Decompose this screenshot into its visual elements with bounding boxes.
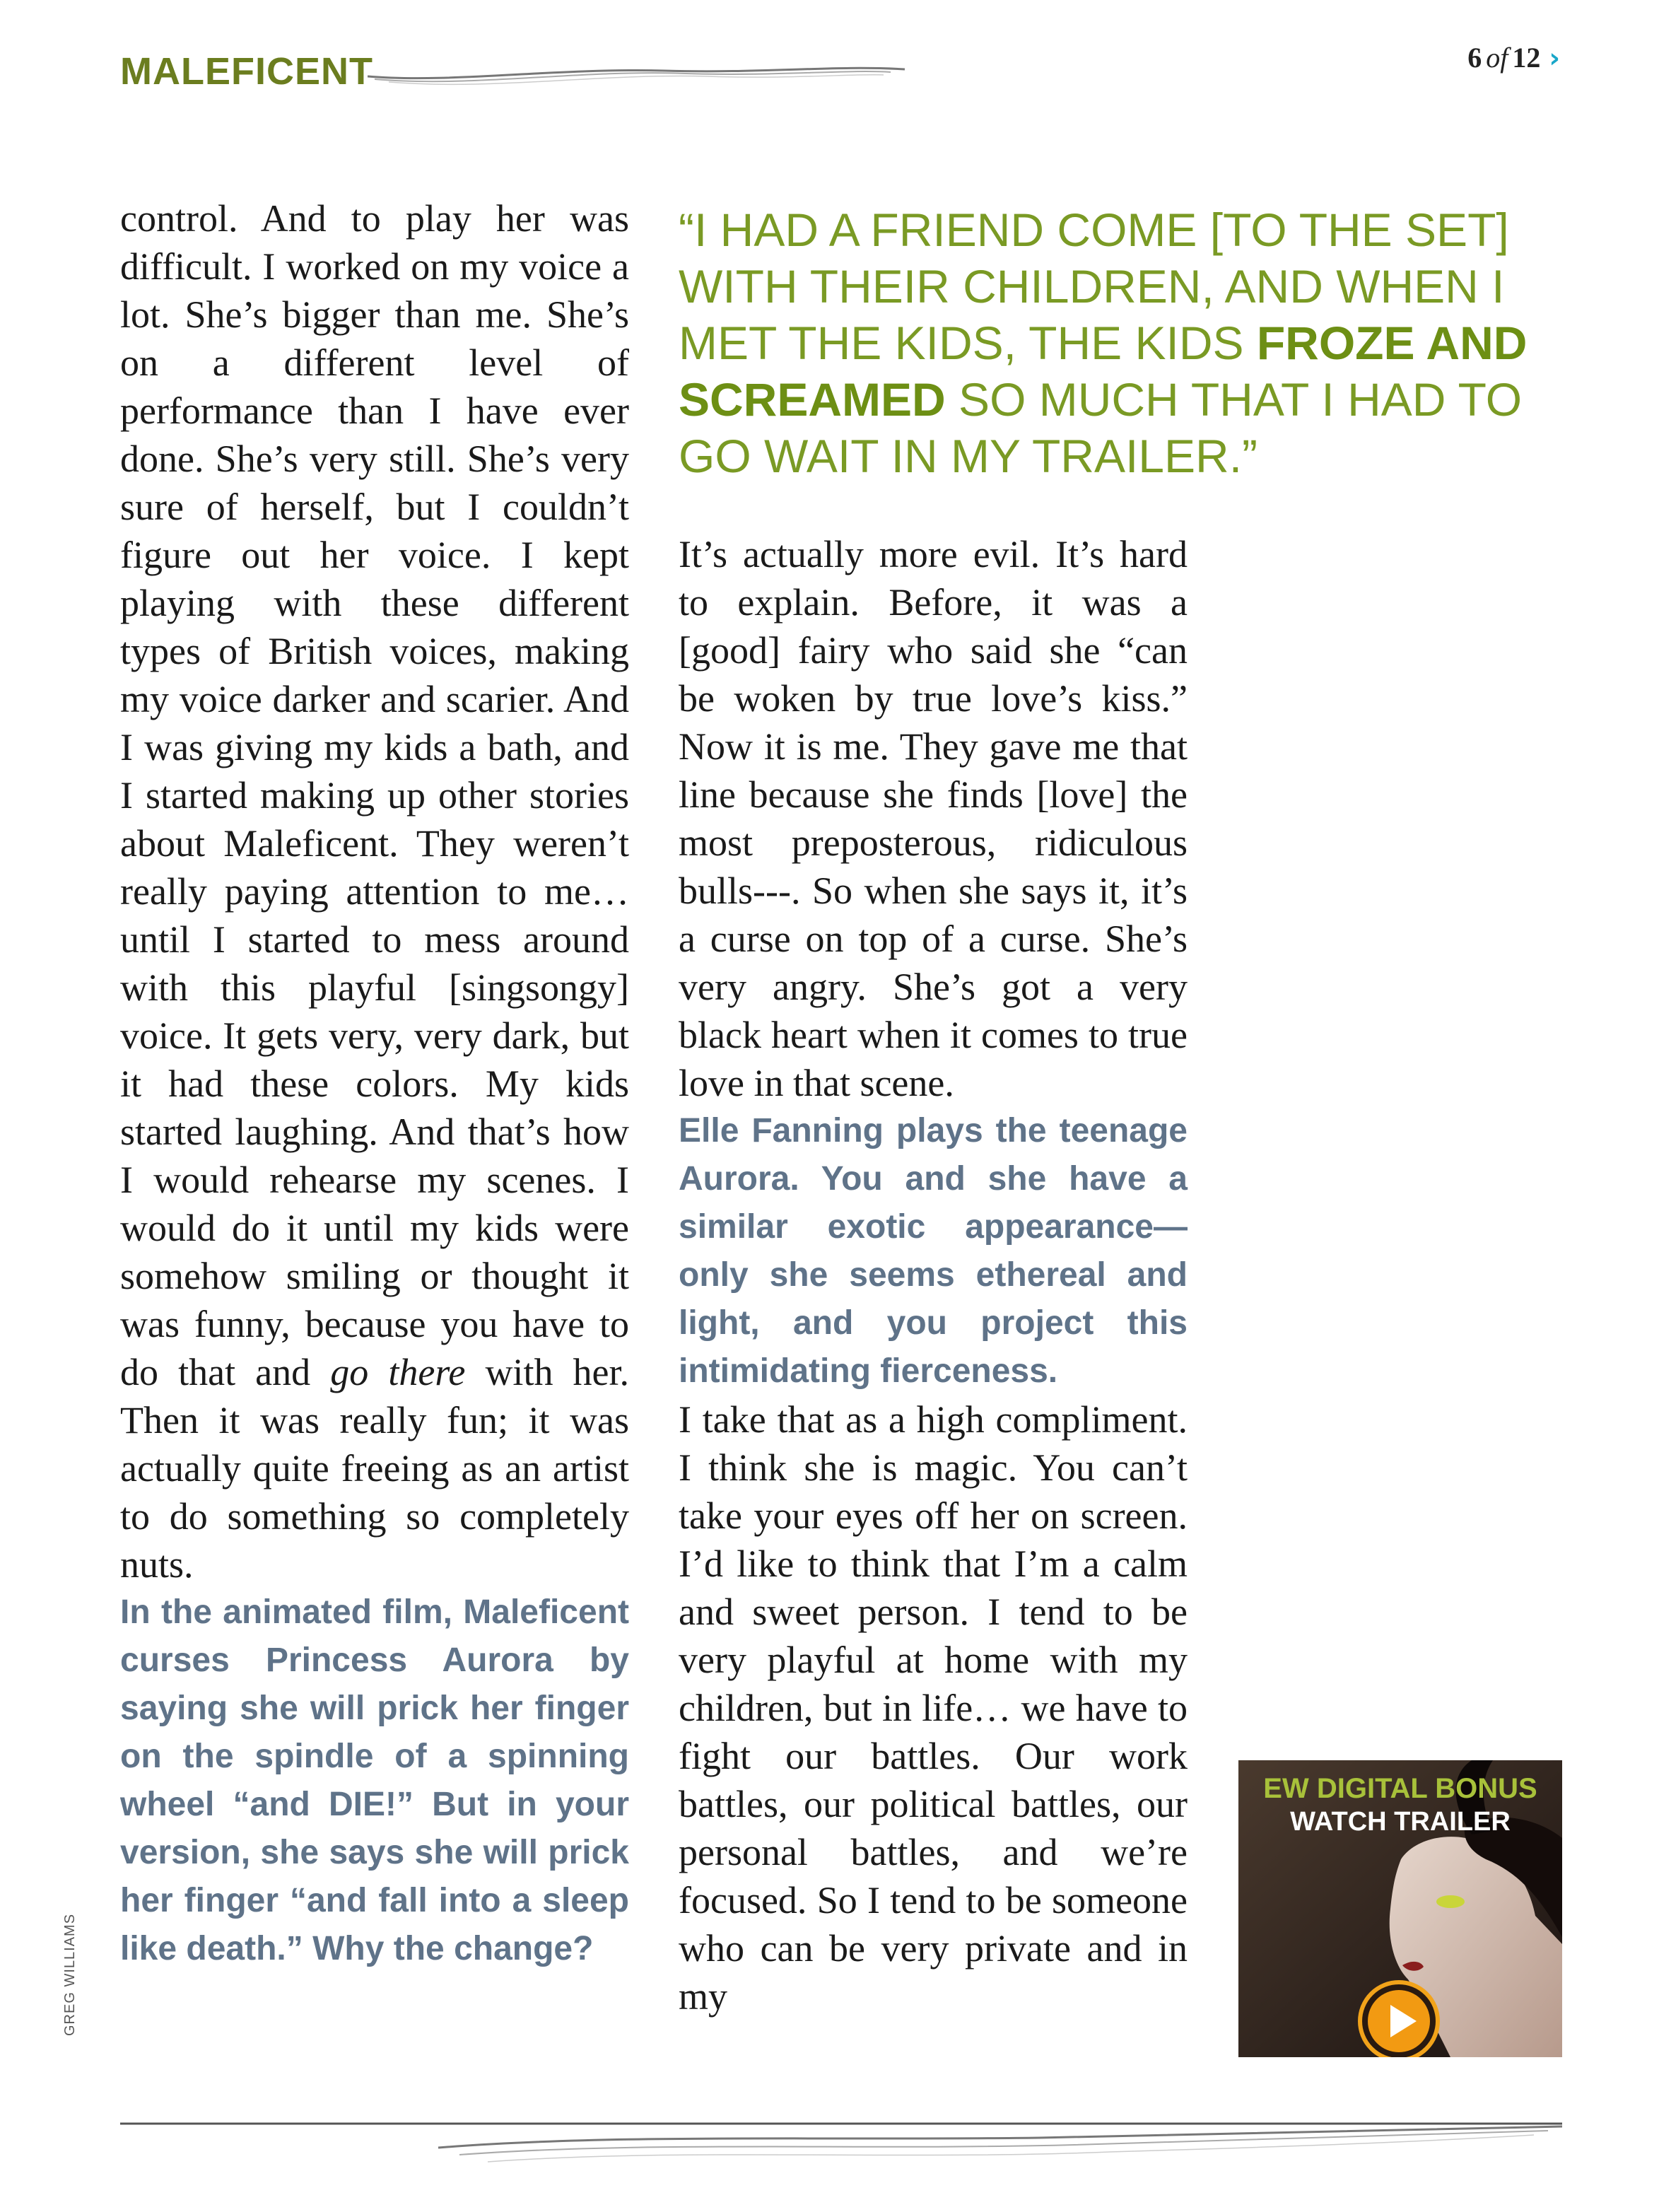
magazine-section-title: MALEFICENT [120,50,373,93]
pull-quote-part2: SO MUCH THAT I HAD TO GO WAIT IN MY TRAILER.” [679,373,1523,482]
pull-quote [679,201,1541,484]
interview-question: In the animated film, Maleficent curses Princess Aurora by saying she will prick her finger on the spindle of a spinning wheel “and DIE!” But in your version, she says she will prick her finger “and fall into a sleep like death.” Why the change? [120,1593,629,1967]
page-of-label: of [1486,42,1508,74]
article-left-column [120,194,629,1973]
page-total: 12 [1512,42,1541,74]
chevron-right-icon[interactable]: › [1549,42,1560,74]
answer-italic-text: go there [330,1351,466,1393]
article-right-column [679,530,1188,2020]
answer-text: control. And to play her was difficult. I worked on my voice a lot. She’s bigger than me. She’s on a different level of performance than I have ever done. She’s very still. She’s very sure of herself, but I couldn’t figure out her voice. I kept playing with these different types of British voices, making my voice darker and scarier. And I was giving my kids a bath, and I started making up other stories about Maleficent. They weren’t really paying attention to me…until I started to mess around with this playful [singsongy] voice. It gets very, very dark, but it had these colors. My kids started laughing. And that’s how I would rehearse my scenes. I would do it until my kids were somehow smiling or thought it was funny, because you have to do that and [120,197,629,1393]
watch-trailer-label[interactable]: WATCH TRAILER [1290,1807,1511,1837]
answer-text-end: with her. Then it was really fun; it was actually quite freeing as an artist to do something so completely nuts. [120,1351,630,1586]
footer-swoosh-decoration [120,2119,1562,2190]
header-swoosh-decoration [368,55,905,105]
pull-quote-part1: “I HAD A FRIEND COME [TO THE SET] WITH THEIR CHILDREN, AND WHEN I MET THE KIDS, THE KIDS [679,204,1509,369]
interview-question: Elle Fanning plays the teenage Aurora. You and she have a similar exotic appearance—only she seems ethereal and light, and you project this intimidating fierceness. [679,1112,1188,1390]
answer-paragraph: It’s actually more evil. It’s hard to explain. Before, it was a [good] fairy who said she “can be woken by true love’s kiss.” Now it is me. They gave me that line because she finds [love] the most preposterous, ridiculous bulls---. So when she says it, it’s a curse on top of a curse. She’s very angry. She’s got a very black heart when it comes to true love in that scene. [679,533,1188,1104]
play-icon[interactable] [1357,1979,1441,2057]
page-indicator[interactable] [1467,41,1560,74]
answer-paragraph [120,194,629,1588]
answer-paragraph: I take that as a high compliment. I think she is magic. You can’t take your eyes off her on screen. I’d like to think that I’m a calm and sweet person. I tend to be very playful at home with my children, but in life… we have to fight our battles. Our work battles, our political battles, our personal battles, and we’re focused. So I tend to be someone who can be very private and in my [679,1398,1188,2018]
photo-credit: GREG WILLIAMS [62,1913,78,2036]
pull-quote-emphasis: FROZE AND SCREAMED [679,317,1528,426]
page-current: 6 [1467,42,1482,74]
digital-bonus-trailer-tile[interactable] [1238,1760,1562,2057]
bonus-label: EW DIGITAL BONUS [1263,1773,1537,1804]
